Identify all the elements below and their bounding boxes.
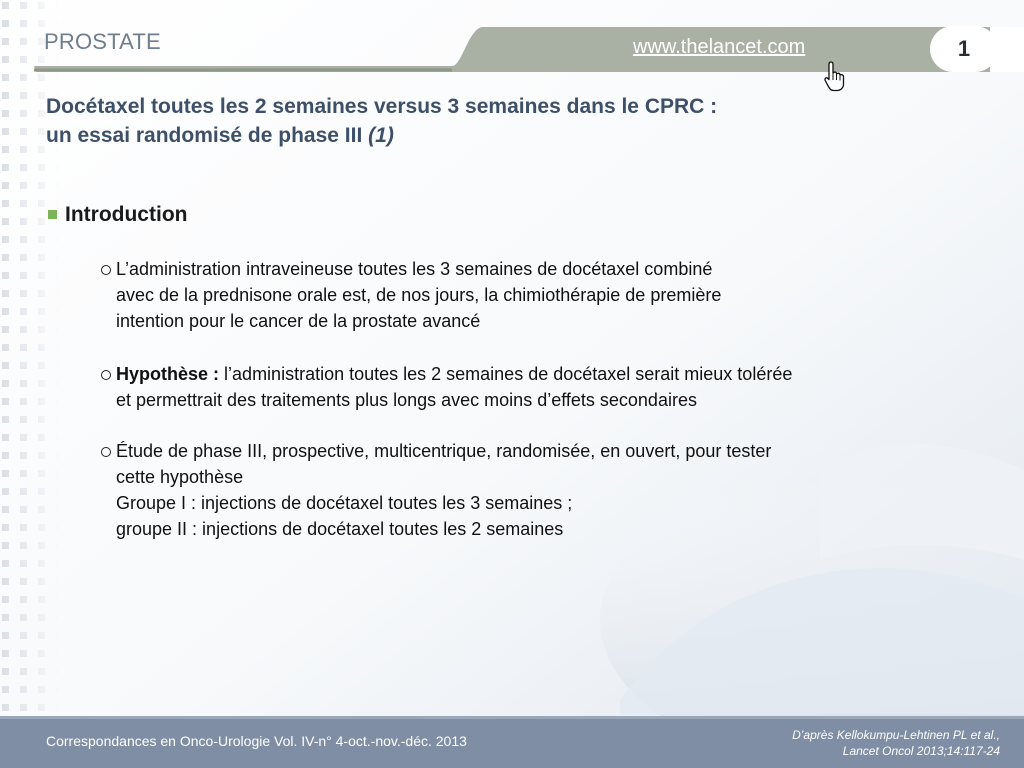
intro-item-1 <box>116 256 721 334</box>
hypothesis-text: l’administration toutes les 2 semaines de docétaxel serait mieux tolérée <box>224 364 793 384</box>
intro-item-3-line: Groupe I : injections de docétaxel toutes les 3 semaines ; <box>116 493 573 513</box>
intro-item-2 <box>116 361 792 413</box>
circle-bullet-icon <box>101 447 111 457</box>
intro-item-1-line: L’administration intraveineuse toutes les 3 semaines de docétaxel combiné <box>116 259 713 279</box>
page-number-badge <box>930 26 998 72</box>
title-line-2-main: un essai randomisé de phase III <box>46 124 363 147</box>
lancet-url-link[interactable]: www.thelancet.com <box>633 36 806 58</box>
page-number: 1 <box>957 36 971 61</box>
footer-reference-line-2: Lancet Oncol 2013;14:117-24 <box>842 744 1000 758</box>
title-reference: (1) <box>368 124 394 147</box>
intro-item-2-line <box>116 361 792 387</box>
footer-reference-line-1: D’après Kellokumpu-Lehtinen PL et al., <box>792 728 1000 742</box>
hypothesis-label: Hypothèse : <box>116 364 220 384</box>
footer-reference <box>792 727 1000 759</box>
title-line-1: Docétaxel toutes les 2 semaines versus 3 semaines dans le CPRC : <box>46 95 718 118</box>
intro-item-1-line: avec de la prednisone orale est, de nos jours, la chimiothérapie de première <box>116 285 722 305</box>
intro-item-3 <box>116 438 771 542</box>
intro-item-3-line: cette hypothèse <box>116 467 244 487</box>
intro-item-3-line: groupe II : injections de docétaxel toutes les 2 semaines <box>116 519 564 539</box>
circle-bullet-icon <box>101 265 111 275</box>
square-bullet-icon <box>48 210 57 219</box>
intro-item-2-line: et permettrait des traitements plus longs avec moins d’effets secondaires <box>116 390 697 410</box>
circle-bullet-icon <box>101 370 111 380</box>
intro-heading: Introduction <box>65 203 188 226</box>
intro-item-3-line: Étude de phase III, prospective, multicentrique, randomisée, en ouvert, pour tester <box>116 441 772 461</box>
intro-item-1-line: intention pour le cancer de la prostate avancé <box>116 311 481 331</box>
slide-title <box>46 92 946 150</box>
footer-journal: Correspondances en Onco-Urologie Vol. IV-n° 4-oct.-nov.-déc. 2013 <box>46 733 467 749</box>
section-label: PROSTATE <box>44 29 161 54</box>
title-line-2 <box>46 121 946 150</box>
hand-cursor-icon <box>822 60 848 92</box>
